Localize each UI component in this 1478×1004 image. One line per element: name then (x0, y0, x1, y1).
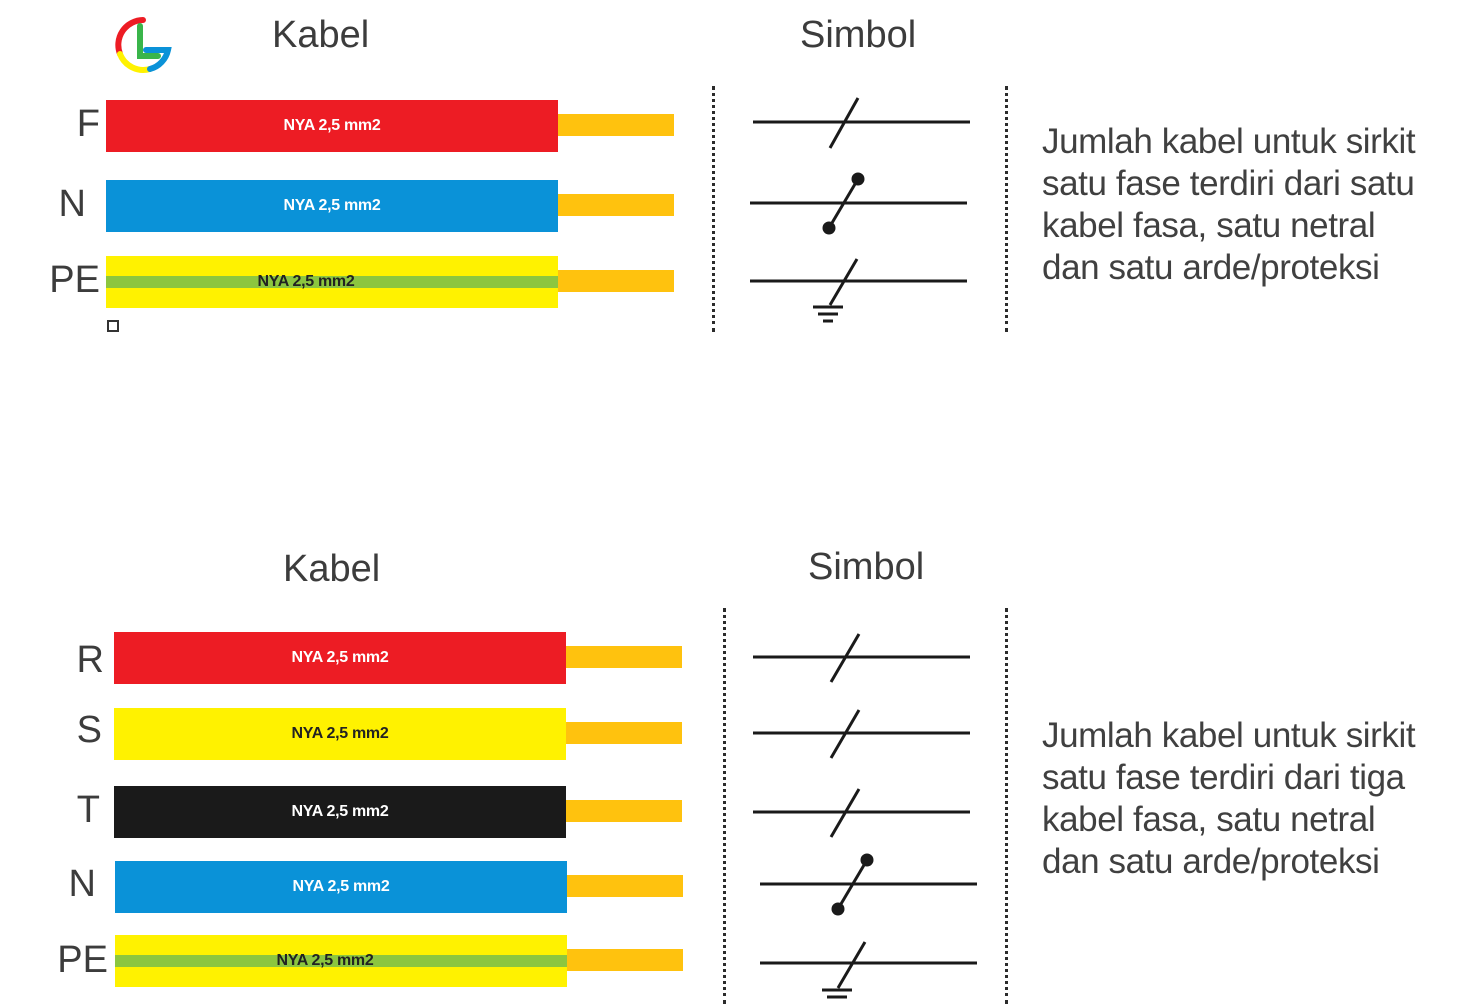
description-text (1042, 121, 1472, 289)
wire-label-n: N (68, 863, 96, 905)
wire-label-pe: PE (49, 259, 100, 301)
cable-type-label: NYA 2,5 mm2 (283, 197, 381, 214)
wire-label-r: R (76, 639, 104, 681)
cable-heading: Kabel (283, 548, 381, 590)
description-line: kabel fasa, satu netral (1042, 206, 1376, 245)
description-line: dan satu arde/proteksi (1042, 248, 1380, 287)
cable-type-label: NYA 2,5 mm2 (291, 649, 389, 666)
description-text (1042, 715, 1472, 883)
ground-icon (750, 259, 967, 321)
description-line: Jumlah kabel untuk sirkit (1042, 716, 1416, 755)
description-line: dan satu arde/proteksi (1042, 842, 1380, 881)
description-line: Jumlah kabel untuk sirkit (1042, 122, 1416, 161)
cable-type-label: NYA 2,5 mm2 (283, 117, 381, 134)
ground-icon (760, 942, 977, 997)
phase-icon (753, 98, 970, 148)
phase-icon (753, 789, 970, 837)
symbol-heading: Simbol (800, 14, 917, 56)
cable-type-label: NYA 2,5 mm2 (276, 952, 374, 969)
cable-type-label: NYA 2,5 mm2 (292, 878, 390, 895)
neutral-icon (760, 855, 977, 914)
description-line: kabel fasa, satu netral (1042, 800, 1376, 839)
wire-label-f: F (76, 103, 100, 145)
phase-icon (753, 710, 970, 758)
description-line: satu fase terdiri dari satu (1042, 164, 1415, 203)
cable-type-label: NYA 2,5 mm2 (291, 725, 389, 742)
wire-label-n: N (58, 183, 86, 225)
symbol-heading: Simbol (808, 546, 925, 588)
cable-type-label: NYA 2,5 mm2 (291, 803, 389, 820)
cable-heading: Kabel (272, 14, 370, 56)
three-phase-section (0, 530, 1478, 1004)
phase-icon (753, 634, 970, 682)
wire-label-t: T (76, 789, 100, 831)
single-phase-section (0, 0, 1478, 360)
description-line: satu fase terdiri dari tiga (1042, 758, 1405, 797)
neutral-icon (750, 174, 967, 233)
wire-label-pe: PE (57, 939, 108, 981)
wire-label-s: S (76, 709, 102, 751)
cable-type-label: NYA 2,5 mm2 (257, 273, 355, 290)
